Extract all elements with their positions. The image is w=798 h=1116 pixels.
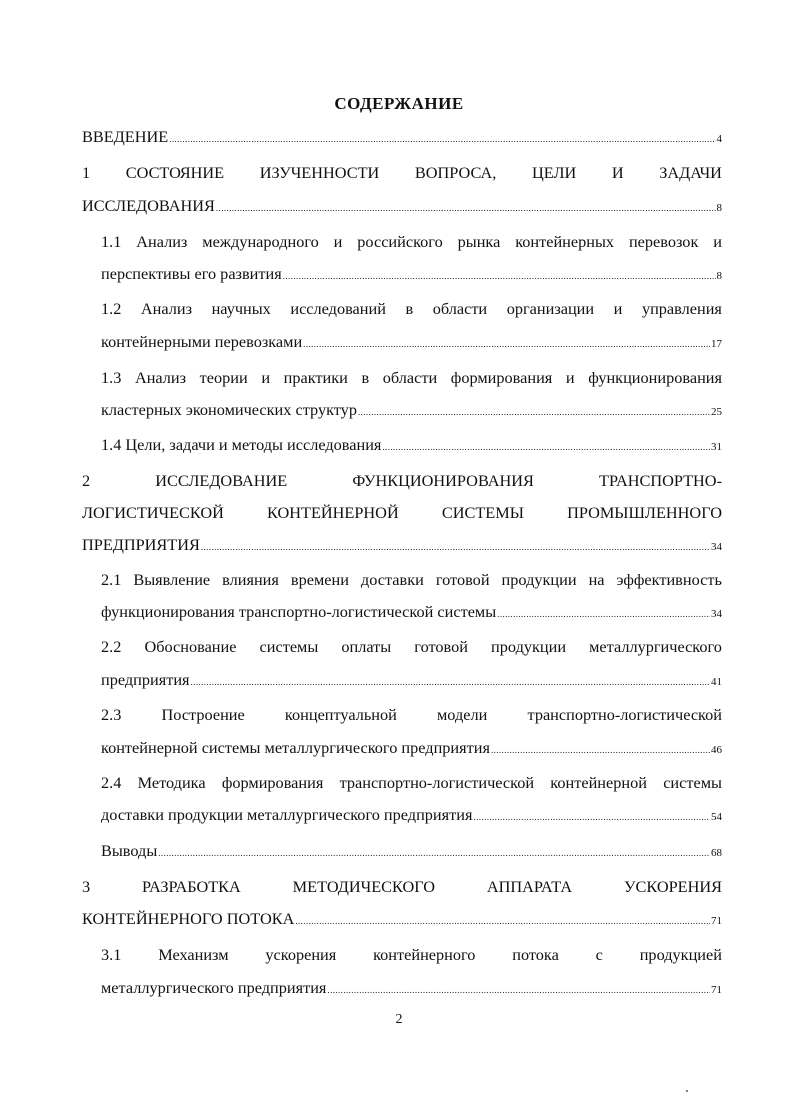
toc-word: ПРОМЫШЛЕННОГО (567, 503, 722, 522)
toc-word: контейнерного (373, 945, 476, 964)
toc-word: и (261, 368, 271, 387)
toc-entry-text: кластерных экономических структур (101, 400, 357, 419)
toc-entry-text: перспективы его развития (101, 264, 282, 283)
dot-leader (295, 908, 710, 932)
toc-word: практики (283, 368, 348, 387)
toc-word: управления (641, 299, 722, 318)
toc-page-number: 31 (711, 441, 722, 453)
toc-word: готовой (414, 637, 468, 656)
toc-word: в (361, 368, 370, 387)
toc-word: продукции (491, 637, 567, 656)
toc-entry-last-line (101, 599, 722, 625)
toc-word: перевозок (628, 232, 699, 251)
toc-line (82, 874, 722, 900)
dot-leader (216, 195, 716, 219)
toc-entry-text: контейнерными перевозками (101, 332, 303, 351)
toc-word: организации (506, 299, 595, 318)
toc-word: 2.1 (101, 570, 122, 589)
toc-page-number: 34 (711, 541, 722, 553)
toc-word: Механизм (158, 945, 229, 964)
toc-entry-text: контейнерной системы металлургического предприятия (101, 738, 490, 757)
toc-entry-text: предприятия (101, 670, 190, 689)
toc-word: области (432, 299, 488, 318)
toc-word: Обоснование (144, 637, 237, 656)
toc-word: ИЗУЧЕННОСТИ (259, 163, 380, 182)
toc-word: ЛОГИСТИЧЕСКОЙ (82, 503, 224, 522)
page-number: 2 (395, 1012, 403, 1027)
toc-word: Анализ (136, 232, 188, 251)
dot-leader (158, 840, 710, 864)
toc-word: контейнерных (515, 232, 615, 251)
toc-word: КОНТЕЙНЕРНОЙ (267, 503, 399, 522)
toc-word: АППАРАТА (486, 877, 573, 896)
toc-word: модели (437, 705, 488, 724)
toc-entry-text: Выводы (101, 841, 158, 860)
toc-word: исследований (290, 299, 386, 318)
toc-page-number: 8 (716, 202, 722, 214)
toc-word: продукцией (639, 945, 722, 964)
toc-word: СОСТОЯНИЕ (125, 163, 225, 182)
toc-entry-last-line (101, 838, 722, 864)
toc-word: научных (211, 299, 271, 318)
toc-word: металлургического (589, 637, 722, 656)
toc-page-number: 4 (716, 133, 722, 145)
toc-word: потока (512, 945, 559, 964)
toc-word: в (405, 299, 414, 318)
toc-word: Анализ (134, 368, 187, 387)
toc-word: эффективность (616, 570, 722, 589)
toc-word: на (588, 570, 605, 589)
toc-word: 3.1 (101, 945, 122, 964)
toc-entry-last-line (82, 193, 722, 219)
toc-entry-text: металлургического предприятия (101, 978, 327, 997)
toc-word: формирования (221, 773, 324, 792)
toc-page-number: 54 (711, 811, 722, 823)
toc-word: ФУНКЦИОНИРОВАНИЯ (352, 471, 534, 490)
toc-word: международного (202, 232, 319, 251)
toc-word: и (613, 299, 623, 318)
toc-word: 3 (82, 877, 91, 896)
toc-word: функционирования (588, 368, 722, 387)
toc-line (101, 229, 722, 255)
dot-leader (303, 331, 710, 355)
toc-line (82, 160, 722, 186)
toc-word: теории (199, 368, 248, 387)
toc-word: системы (259, 637, 319, 656)
dot-leader (358, 399, 710, 423)
toc-entry-last-line (101, 667, 722, 693)
toc-entry-last-line (101, 432, 722, 458)
toc-entry-text: ПРЕДПРИЯТИЯ (82, 535, 200, 554)
toc-line (101, 634, 722, 660)
toc-entry-last-line (101, 397, 722, 423)
toc-word: с (595, 945, 603, 964)
toc-page-number: 34 (711, 608, 722, 620)
toc-line (101, 702, 722, 728)
toc-word: доставки (360, 570, 424, 589)
toc-entry-text: 1.4 Цели, задачи и методы исследования (101, 435, 382, 454)
toc-page-number: 17 (711, 338, 722, 350)
toc-page-number: 25 (711, 406, 722, 418)
toc-word: СИСТЕМЫ (441, 503, 524, 522)
toc-word: рынка (457, 232, 501, 251)
toc-word: 1.2 (101, 299, 122, 318)
toc-word: и (565, 368, 575, 387)
toc-word: формирования (450, 368, 553, 387)
toc-entry-last-line (101, 802, 722, 828)
toc-word: МЕТОДИЧЕСКОГО (292, 877, 435, 896)
toc-word: готовой (435, 570, 490, 589)
dot-leader (491, 737, 710, 761)
dot-leader (327, 977, 710, 1001)
toc-word: Анализ (140, 299, 193, 318)
toc-entry-last-line (82, 906, 722, 932)
toc-word: области (382, 368, 438, 387)
toc-word: оплаты (341, 637, 392, 656)
toc-word: продукции (501, 570, 577, 589)
toc-word: транспортно-логистической (339, 773, 535, 792)
dot-leader (201, 534, 710, 558)
toc-word: Построение (161, 705, 245, 724)
toc-page-number: 68 (711, 847, 722, 859)
toc-entry-text: КОНТЕЙНЕРНОГО ПОТОКА (82, 909, 295, 928)
toc-word: ускорения (265, 945, 337, 964)
dot-leader (473, 804, 710, 828)
toc-word: И (611, 163, 624, 182)
toc-word: ВОПРОСА, (414, 163, 497, 182)
toc-word: 2.4 (101, 773, 122, 792)
dot-leader (191, 669, 710, 693)
toc-word: системы (663, 773, 722, 792)
toc-entry-last-line (101, 329, 722, 355)
toc-word: влияния (222, 570, 279, 589)
toc-entry-text: доставки продукции металлургического предприятия (101, 805, 473, 824)
toc-entry-text: ВВЕДЕНИЕ (82, 127, 169, 146)
toc-word: ИССЛЕДОВАНИЕ (155, 471, 288, 490)
toc-word: транспортно-логистической (527, 705, 722, 724)
toc-word: контейнерной (550, 773, 647, 792)
toc-page-number: 41 (711, 676, 722, 688)
toc-entry-last-line (101, 975, 722, 1001)
toc-word: Методика (137, 773, 206, 792)
toc-line (82, 500, 722, 526)
dot-leader (283, 263, 716, 287)
toc-line (101, 567, 722, 593)
toc-word: 2.3 (101, 705, 122, 724)
toc-line (101, 296, 722, 322)
toc-word: и (713, 232, 722, 251)
dot-leader (497, 601, 710, 625)
toc-line (101, 942, 722, 968)
toc-line (82, 468, 722, 494)
scan-speck (686, 1090, 688, 1092)
toc-entry-last-line (82, 124, 722, 150)
toc-page-number: 71 (711, 984, 722, 996)
toc-word: ТРАНСПОРТНО- (599, 471, 722, 490)
toc-word: концептуальной (284, 705, 397, 724)
toc-entry-text: ИССЛЕДОВАНИЯ (82, 196, 215, 215)
page-title: СОДЕРЖАНИЕ (334, 94, 464, 113)
toc-word: 1.1 (101, 232, 122, 251)
toc-line (101, 770, 722, 796)
toc-word: и (333, 232, 343, 251)
toc-word: времени (290, 570, 349, 589)
toc-word: 2 (82, 471, 91, 490)
dot-leader (169, 126, 715, 150)
toc-page-number: 8 (716, 270, 722, 282)
toc-entry-last-line (101, 735, 722, 761)
toc-entry-last-line (82, 532, 722, 558)
toc-page-number: 71 (711, 915, 722, 927)
toc-word: РАЗРАБОТКА (142, 877, 241, 896)
toc-word: 1.3 (101, 368, 122, 387)
toc-word: Выявление (133, 570, 211, 589)
toc-word: 1 (82, 163, 91, 182)
toc-entry-text: функционирования транспортно-логистической системы (101, 602, 497, 621)
dot-leader (382, 434, 710, 458)
toc-word: 2.2 (101, 637, 122, 656)
toc-word: ЦЕЛИ (531, 163, 577, 182)
toc-entry-last-line (101, 261, 722, 287)
toc-line (101, 365, 722, 391)
toc-word: ЗАДАЧИ (659, 163, 722, 182)
toc-word: российского (357, 232, 443, 251)
toc-page-number: 46 (711, 744, 722, 756)
toc-word: УСКОРЕНИЯ (623, 877, 722, 896)
